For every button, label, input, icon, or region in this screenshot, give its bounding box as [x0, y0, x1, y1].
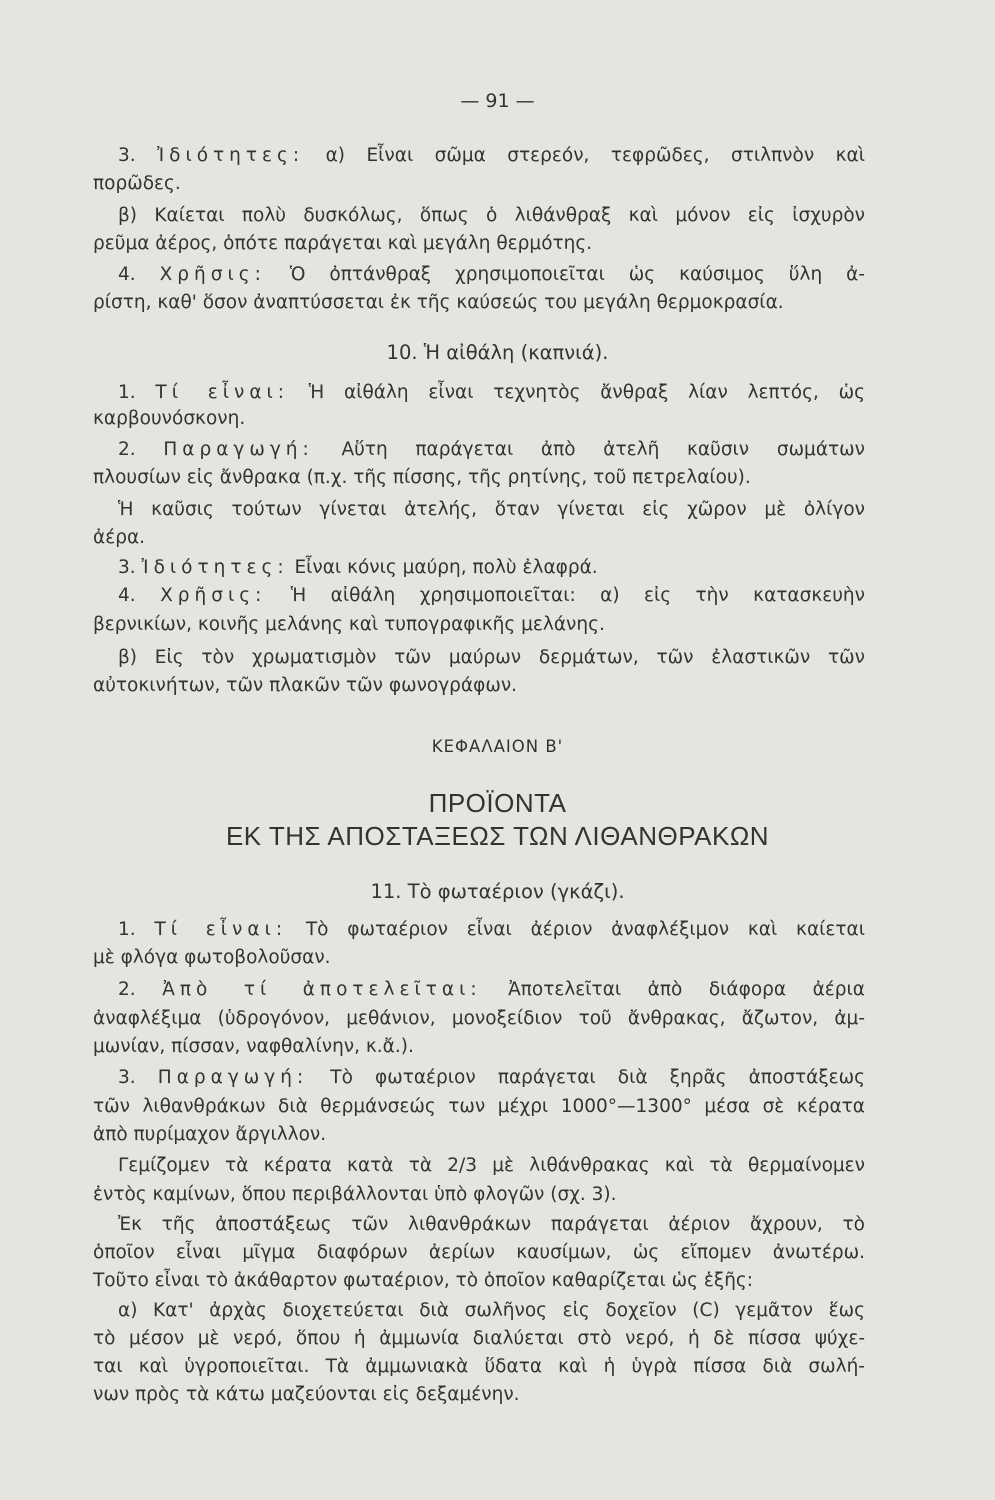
paragraph-line: 1. Τί εἶναι: Τὸ φωταέριον εἶναι ἀέριον ἀναφλέξιμον καὶ καίεται	[118, 919, 865, 940]
paragraph-line: Τοῦτο εἶναι τὸ ἀκάθαρτον φωταέριον, τὸ ὁποῖον καθαρίζεται ὡς ἑξῆς:	[93, 1270, 754, 1291]
paragraph-line: καρβουνόσκονη.	[93, 408, 246, 429]
page-number: — 91 —	[460, 90, 535, 112]
paragraph-line: ρίστη, καθ' ὅσον ἀναπτύσσεται ἐκ τῆς καύσεώς του μεγάλη θερμοκρασία.	[93, 292, 784, 313]
chapter-title: ΠΡΟΪΟΝΤΑ	[428, 788, 567, 818]
paragraph-line: 3. Παραγωγή: Τὸ φωταέριον παράγεται διὰ ξηρᾶς ἀποστάξεως	[118, 1067, 865, 1088]
paragraph-line: 3. Ἰδιότητες: Εἶναι κόνις μαύρη, πολὺ ἐλαφρά.	[118, 557, 598, 578]
paragraph-line: ὁποῖον εἶναι μῖγμα διαφόρων ἀερίων καυσίμων, ὡς εἴπομεν ἀνωτέρω.	[93, 1242, 865, 1263]
paragraph-line: 2. Ἀπὸ τί ἀποτελεῖται: Ἀποτελεῖται ἀπὸ διάφορα ἀέρια	[118, 979, 865, 1000]
chapter-label: ΚΕΦΑΛΑΙΟΝ Β'	[431, 737, 564, 756]
paragraph-line: ἀέρα.	[93, 527, 146, 548]
section-heading: 10. Ἡ αἰθάλη (καπνιά).	[386, 341, 609, 364]
paragraph-line: ται καὶ ὑγροποιεῖται. Τὰ ἀμμωνιακὰ ὕδατα καὶ ἡ ὑγρὰ πίσσα διὰ σωλή-	[93, 1356, 865, 1377]
paragraph-line: 2. Παραγωγή: Αὕτη παράγεται ἀπὸ ἀτελῆ καῦσιν σωμάτων	[118, 439, 865, 460]
paragraph-line: μὲ φλόγα φωτοβολοῦσαν.	[93, 947, 331, 968]
paragraph-line: βερνικίων, κοινῆς μελάνης καὶ τυπογραφικῆς μελάνης.	[93, 614, 605, 635]
paragraph-line: 1. Τί εἶναι: Ἡ αἰθάλη εἶναι τεχνητὸς ἄνθραξ λίαν λεπτός, ὡς	[118, 382, 865, 403]
section-heading: 11. Τὸ φωταέριον (γκάζι).	[370, 880, 625, 903]
paragraph-line: Ἡ καῦσις τούτων γίνεται ἀτελής, ὅταν γίνεται εἰς χῶρον μὲ ὀλίγον	[118, 499, 865, 520]
paragraph-line: Ἐκ τῆς ἀποστάξεως τῶν λιθανθράκων παράγεται ἀέριον ἄχρουν, τὸ	[118, 1214, 865, 1235]
paragraph-line: νων πρὸς τὰ κάτω μαζεύονται εἰς δεξαμένην.	[93, 1384, 520, 1405]
paragraph-line: αὐτοκινήτων, τῶν πλακῶν τῶν φωνογράφων.	[93, 675, 518, 696]
paragraph-line: ἀναφλέξιμα (ὑδρογόνον, μεθάνιον, μονοξείδιον τοῦ ἄνθρακας, ἄζωτον, ἀμ-	[93, 1008, 865, 1029]
paragraph-line: α) Κατ' ἀρχὰς διοχετεύεται διὰ σωλῆνος εἰς δοχεῖον (C) γεμᾶτον ἕως	[118, 1300, 865, 1321]
paragraph-line: ἐντὸς καμίνων, ὅπου περιβάλλονται ὑπὸ φλογῶν (σχ. 3).	[93, 1184, 617, 1205]
paragraph-line: Γεμίζομεν τὰ κέρατα κατὰ τὰ 2/3 μὲ λιθάνθρακας καὶ τὰ θερμαίνομεν	[118, 1155, 865, 1176]
paragraph-line: μωνίαν, πίσσαν, ναφθαλίνην, κ.ἄ.).	[93, 1036, 414, 1057]
paragraph-line: β) Καίεται πολὺ δυσκόλως, ὅπως ὁ λιθάνθραξ καὶ μόνον εἰς ἰσχυρὸν	[118, 205, 865, 226]
paragraph-line: β) Εἰς τὸν χρωματισμὸν τῶν μαύρων δερμάτων, τῶν ἐλαστικῶν τῶν	[118, 647, 865, 668]
chapter-subtitle: ΕΚ ΤΗΣ ΑΠΟΣΤΑΞΕΩΣ ΤΩΝ ΛΙΘΑΝΘΡΑΚΩΝ	[225, 821, 770, 851]
paragraph-line: ἀπὸ πυρίμαχον ἄργιλλον.	[93, 1124, 327, 1145]
paragraph-line: 3. Ἰδιότητες: α) Εἶναι σῶμα στερεόν, τεφρῶδες, στιλπνὸν καὶ	[118, 145, 865, 166]
paragraph-line: τὸ μέσον μὲ νερό, ὅπου ἡ ἀμμωνία διαλύεται στὸ νερό, ἡ δὲ πίσσα ψύχε-	[93, 1328, 865, 1349]
paragraph-line: πορῶδες.	[93, 173, 181, 194]
paragraph-line: πλουσίων εἰς ἄνθρακα (π.χ. τῆς πίσσης, τῆς ρητίνης, τοῦ πετρελαίου).	[93, 467, 751, 488]
paragraph-line: 4. Χρῆσις: Ὁ ὀπτάνθραξ χρησιμοποιεῖται ὡς καύσιμος ὕλη ἀ-	[118, 264, 865, 285]
paragraph-line: ρεῦμα ἀέρος, ὁπότε παράγεται καὶ μεγάλη θερμότης.	[93, 233, 593, 254]
paragraph-line: τῶν λιθανθράκων διὰ θερμάνσεώς των μέχρι 1000°—1300° μέσα σὲ κέρατα	[93, 1096, 865, 1117]
paragraph-line: 4. Χρῆσις: Ἡ αἰθάλη χρησιμοποιεῖται: α) εἰς τὴν κατασκευὴν	[118, 585, 865, 606]
